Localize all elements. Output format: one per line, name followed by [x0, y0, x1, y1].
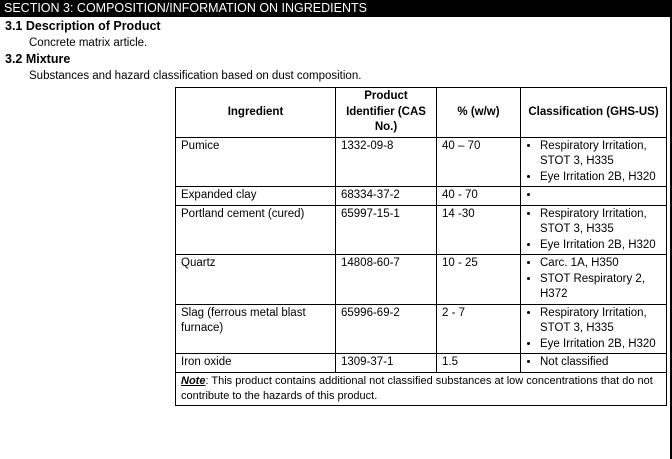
ingredient-cell: Expanded clay: [176, 187, 336, 206]
classification-cell: [521, 304, 667, 354]
subsection-heading-mixture: 3.2 Mixture: [5, 52, 71, 66]
header-classification: Classification (GHS-US): [521, 88, 667, 138]
classification-item: [540, 188, 661, 204]
ingredient-cell: Iron oxide: [176, 354, 336, 373]
cas-cell: 68334-37-2: [336, 187, 437, 206]
cas-cell: 1332-09-8: [336, 137, 437, 187]
pct-cell: 2 - 7: [437, 304, 521, 354]
table-row: [176, 255, 667, 305]
pct-cell: 40 - 70: [437, 187, 521, 206]
classification-item: • Eye Irritation 2B, H320: [540, 170, 661, 186]
classification-item: • Respiratory Irritation, STOT 3, H335: [540, 306, 661, 337]
classification-cell: [521, 255, 667, 305]
table-note: [176, 372, 667, 405]
header-ingredient: Ingredient: [176, 88, 336, 138]
header-pct: % (w/w): [437, 88, 521, 138]
pct-cell: 1.5: [437, 354, 521, 373]
note-label: Note: [181, 374, 206, 387]
ingredient-cell: Slag (ferrous metal blast furnace): [176, 304, 336, 354]
classification-cell: [521, 187, 667, 206]
subsection-heading-description: 3.1 Description of Product: [5, 19, 161, 33]
ingredients-table: [175, 87, 667, 406]
classification-item: • STOT Respiratory 2, H372: [540, 272, 661, 303]
section-title: SECTION 3: COMPOSITION/INFORMATION ON INGREDIENTS: [0, 0, 672, 17]
classification-cell: [521, 354, 667, 373]
cas-cell: 14808-60-7: [336, 255, 437, 305]
cas-cell: 65997-15-1: [336, 205, 437, 255]
classification-cell: [521, 205, 667, 255]
table-row: [176, 137, 667, 187]
classification-item: • Eye Irritation 2B, H320: [540, 337, 661, 353]
classification-item: • Eye Irritation 2B, H320: [540, 238, 661, 254]
cas-cell: 65996-69-2: [336, 304, 437, 354]
ingredient-cell: Pumice: [176, 137, 336, 187]
note-text: : This product contains additional not classified substances at low concentrations that do not contribute to the hazards of this product.: [181, 374, 653, 402]
table-row: [176, 187, 667, 206]
table-note-row: [176, 372, 667, 405]
header-cas: Product Identifier (CAS No.): [336, 88, 437, 138]
pct-cell: 10 - 25: [437, 255, 521, 305]
table-header-row: [176, 88, 667, 138]
cas-cell: 1309-37-1: [336, 354, 437, 373]
mixture-text: Substances and hazard classification based on dust composition.: [29, 70, 362, 82]
ingredient-cell: Portland cement (cured): [176, 205, 336, 255]
classification-item: • Respiratory Irritation, STOT 3, H335: [540, 139, 661, 170]
pct-cell: 40 – 70: [437, 137, 521, 187]
table-row: [176, 354, 667, 373]
description-text: Concrete matrix article.: [29, 37, 148, 49]
classification-cell: [521, 137, 667, 187]
table-row: [176, 205, 667, 255]
pct-cell: 14 -30: [437, 205, 521, 255]
classification-item: • Not classified: [540, 355, 661, 371]
classification-item: • Respiratory Irritation, STOT 3, H335: [540, 207, 661, 238]
classification-item: • Carc. 1A, H350: [540, 256, 661, 272]
table-row: [176, 304, 667, 354]
ingredient-cell: Quartz: [176, 255, 336, 305]
